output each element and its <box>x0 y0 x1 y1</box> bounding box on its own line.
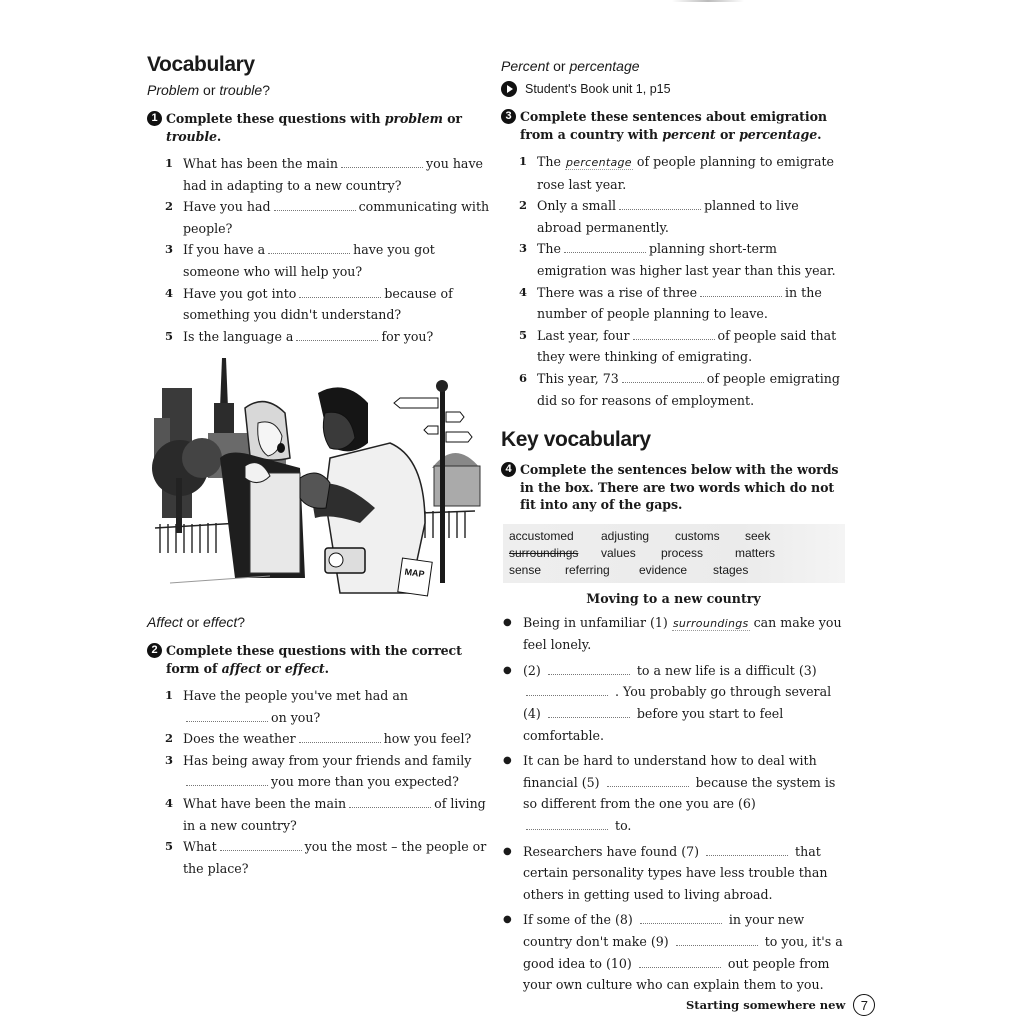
question-item <box>519 151 846 195</box>
question-number: 2 <box>165 731 174 746</box>
question-text-before: What <box>183 839 217 855</box>
bullet-icon: ● <box>503 845 512 857</box>
answer-gap-input[interactable] <box>607 785 689 787</box>
bullet-text-part: . You probably go through several (4) <box>523 684 832 721</box>
sub-word-a: Problem <box>147 82 200 98</box>
question-text-after: how you feel? <box>383 731 472 747</box>
passage-bullets <box>501 612 846 996</box>
question-text-before: Only a small <box>537 198 617 214</box>
bullet-text-part: to you, it's a good idea to (10) <box>523 933 843 971</box>
handwritten-answer[interactable]: percentage <box>565 156 632 169</box>
question-item <box>519 238 846 281</box>
word-box-word: matters <box>735 545 776 560</box>
word-box-word: process <box>661 545 704 560</box>
question-text <box>183 283 492 326</box>
word-box-word: seek <box>745 528 771 543</box>
answer-gap-input[interactable] <box>349 806 431 808</box>
sub-word-b: effect <box>203 614 238 630</box>
answer-gap-input[interactable] <box>268 252 350 254</box>
bullet-text-part: to. <box>611 817 632 833</box>
question-text <box>183 836 492 879</box>
sub-end: ? <box>262 82 270 98</box>
question-number: 3 <box>519 241 528 256</box>
question-item <box>165 196 492 239</box>
right-column <box>501 52 846 1000</box>
question-number: 6 <box>519 370 528 385</box>
question-text-before: What have been the main <box>183 795 347 811</box>
answer-gap-input[interactable] <box>220 849 302 851</box>
question-text <box>183 153 492 196</box>
word-box-word: evidence <box>639 562 688 577</box>
question-text-after: on you? <box>271 709 321 725</box>
question-item <box>165 239 492 282</box>
question-item <box>519 368 846 411</box>
question-text-after: planned to live abroad permanently. <box>537 198 799 235</box>
answer-gap-input[interactable] <box>639 966 721 968</box>
sub-joiner: or <box>182 614 204 630</box>
question-item <box>519 325 846 368</box>
answer-gap-input[interactable] <box>640 922 722 924</box>
question-text-after: because of something you didn't understand? <box>183 285 453 323</box>
answer-gap-input[interactable] <box>619 208 701 210</box>
illustration-tourist-asking-directions <box>150 348 488 608</box>
section-title-vocabulary: Vocabulary <box>147 53 255 76</box>
question-item <box>165 728 492 750</box>
question-text <box>183 750 492 793</box>
bullet-icon: ● <box>503 914 512 926</box>
illustration-image <box>150 348 488 608</box>
question-text-before: Have you had <box>183 199 271 215</box>
question-number: 5 <box>165 328 174 343</box>
passage-bullet-item <box>501 612 846 656</box>
exercise-2-questions <box>147 685 492 879</box>
answer-gap-input[interactable] <box>526 694 608 696</box>
question-number: 1 <box>519 154 528 168</box>
exercise-number-icon: 1 <box>147 111 162 126</box>
bullet-text <box>523 841 846 906</box>
question-text <box>183 728 492 750</box>
answer-gap-input[interactable] <box>186 720 268 722</box>
left-column <box>147 52 492 347</box>
question-text <box>183 196 492 239</box>
question-number: 5 <box>165 839 174 854</box>
bullet-text-part: If some of the (8) <box>523 912 637 928</box>
word-box-word: adjusting <box>601 528 650 543</box>
handwritten-answer[interactable]: surroundings <box>672 616 749 630</box>
question-item <box>165 836 492 879</box>
page-number: 7 <box>853 994 875 1016</box>
question-text-before: Have you got into <box>183 285 297 301</box>
bullet-text-part: It can be hard to understand how to deal with financial (5) <box>523 753 817 790</box>
bullet-text <box>523 660 846 746</box>
passage-bullet-item <box>501 750 846 836</box>
word-box-word: sense <box>509 562 542 577</box>
word-box-row <box>509 528 839 545</box>
question-text-after: you more than you expected? <box>271 774 459 790</box>
bullet-text-part: out people from your own culture who can explain them to you. <box>523 955 830 993</box>
question-text-after: for you? <box>381 328 434 344</box>
question-text-after: of people said that they were thinking of emigrating. <box>537 327 837 365</box>
word-box-word: values <box>601 545 636 560</box>
exercise-number-icon: 4 <box>501 462 516 477</box>
bullet-icon: ● <box>503 755 512 767</box>
exercise-1-instruction <box>147 110 492 145</box>
bullet-text-part: because the system is so different from the one you are (6) <box>523 774 836 812</box>
footer-unit-title: Starting somewhere new <box>686 998 846 1012</box>
question-text <box>537 151 846 195</box>
word-box <box>503 524 845 583</box>
question-text-after: of people emigrating did so for reasons of employment. <box>537 370 840 408</box>
question-text-before: This year, 73 <box>537 370 619 386</box>
question-item <box>519 195 846 238</box>
answer-gap-input[interactable] <box>548 716 630 718</box>
bullet-text-part: to a new life is a difficult (3) <box>632 662 817 678</box>
question-item <box>165 793 492 836</box>
question-text-after: have you got someone who will help you? <box>183 242 435 279</box>
word-box-word: accustomed <box>509 528 574 543</box>
question-number: 1 <box>165 156 174 170</box>
question-item <box>165 153 492 196</box>
exercise-4-instruction <box>501 461 846 514</box>
students-book-reference <box>501 80 846 98</box>
question-text-after: you have had in adapting to a new country? <box>183 156 484 193</box>
answer-gap-input[interactable] <box>700 295 782 297</box>
bullet-text-part: that certain personality types have less trouble than others in getting used to living abroad. <box>523 843 828 902</box>
answer-gap-input[interactable] <box>299 741 381 743</box>
instruction-text: Complete these sentences about emigration from a country with percent or percentage. <box>520 109 827 142</box>
bullet-icon: ● <box>503 616 512 628</box>
word-box-word: surroundings <box>509 545 579 560</box>
answer-gap-input[interactable] <box>274 209 356 211</box>
exercise-number-icon: 2 <box>147 643 162 658</box>
question-text <box>183 326 492 348</box>
question-text-before: If you have a <box>183 242 266 258</box>
question-number: 3 <box>165 752 174 767</box>
question-text-before: Have the people you've met had an <box>183 688 408 703</box>
passage-title: Moving to a new country <box>586 590 761 606</box>
question-text-before: There was a rise of three <box>537 284 698 300</box>
passage-bullet-item <box>501 841 846 906</box>
question-text-before: Does the weather <box>183 731 296 747</box>
bullet-text-part: in your new country don't make (9) <box>523 912 805 949</box>
question-text <box>183 685 492 728</box>
question-number: 2 <box>165 199 174 214</box>
bullet-text-part: (2) <box>523 662 545 678</box>
answer-gap-input[interactable] <box>296 339 378 341</box>
question-text-before: Last year, four <box>537 327 630 343</box>
exercise-1-questions <box>147 153 492 347</box>
exercise-number-icon: 3 <box>501 109 516 124</box>
subheading-problem-trouble <box>147 80 492 100</box>
question-text-before: Is the language a <box>183 328 294 344</box>
word-box-word: referring <box>565 562 610 577</box>
word-box-word: customs <box>675 528 720 543</box>
bullet-text-part: Being in unfamiliar (1) <box>523 614 672 630</box>
answer-gap-input[interactable] <box>706 854 788 856</box>
word-box-word: stages <box>713 562 749 577</box>
question-text-after: planning short-term emigration was higher last year than this year. <box>537 241 836 278</box>
bullet-text <box>523 750 846 836</box>
sub-word-b: percentage <box>569 58 640 74</box>
left-column-lower <box>147 610 492 879</box>
sub-joiner: or <box>199 82 220 98</box>
question-text-before: The <box>537 241 561 257</box>
word-box-row <box>509 562 839 579</box>
answer-gap-input[interactable] <box>622 381 704 383</box>
question-text-after: in the number of people planning to leave. <box>537 284 822 322</box>
question-number: 5 <box>519 327 528 342</box>
page-footer <box>686 994 875 1016</box>
bullet-text <box>523 612 846 656</box>
answer-gap-input[interactable] <box>186 784 268 786</box>
scan-edge-mark <box>672 0 744 2</box>
answer-gap-input[interactable] <box>526 828 608 830</box>
bullet-text-part: can make you feel lonely. <box>523 614 842 653</box>
question-number: 4 <box>519 284 528 299</box>
subheading-affect-effect <box>147 612 492 632</box>
question-number: 3 <box>165 242 174 257</box>
question-text <box>183 793 492 836</box>
answer-gap-input[interactable] <box>299 296 381 298</box>
instruction-text: Complete these questions with the correct form of affect or effect. <box>166 643 462 676</box>
section-title-key-vocabulary: Key vocabulary <box>501 428 651 452</box>
play-arrow-icon <box>501 81 517 97</box>
passage-bullet-item <box>501 909 846 995</box>
answer-gap-input[interactable] <box>633 338 715 340</box>
instruction-text: Complete the sentences below with the words in the box. There are two words which do not fit into any of the gaps. <box>520 462 839 513</box>
question-text <box>537 282 846 325</box>
question-item <box>165 750 492 793</box>
question-text <box>537 195 846 238</box>
question-text-before: The <box>537 154 561 169</box>
question-item <box>165 685 492 728</box>
answer-gap-input[interactable] <box>676 944 758 946</box>
answer-gap-input[interactable] <box>548 673 630 675</box>
word-box-row <box>509 545 839 562</box>
question-text-before: Has being away from your friends and family <box>183 752 472 768</box>
bullet-text <box>523 909 846 995</box>
answer-gap-input[interactable] <box>564 251 646 253</box>
question-number: 1 <box>165 688 174 702</box>
question-text-after: of people planning to emigrate rose last year. <box>537 154 834 192</box>
reference-text: Student's Book unit 1, p15 <box>525 82 671 96</box>
question-text-after: you the most – the people or the place? <box>183 839 487 876</box>
question-item <box>165 326 492 348</box>
sub-word-b: trouble <box>219 82 263 98</box>
question-number: 4 <box>165 285 174 300</box>
question-text-after: of living in a new country? <box>183 795 486 833</box>
subheading-percent-percentage <box>501 56 846 76</box>
instruction-text: Complete these questions with problem or trouble. <box>166 111 462 144</box>
exercise-3-instruction <box>501 108 846 143</box>
question-text <box>537 368 846 411</box>
question-text-after: communicating with people? <box>183 199 490 236</box>
question-item <box>519 282 846 325</box>
question-text <box>537 325 846 368</box>
question-text <box>537 238 846 281</box>
sub-word-a: Percent <box>501 58 550 74</box>
sub-joiner: or <box>549 58 570 74</box>
question-number: 4 <box>165 795 174 810</box>
question-text <box>183 239 492 282</box>
passage-bullet-item <box>501 660 846 746</box>
bullet-text-part: before you start to feel comfortable. <box>523 706 784 743</box>
sub-end: ? <box>237 614 246 630</box>
bullet-icon: ● <box>503 664 512 676</box>
exercise-2-instruction <box>147 642 492 677</box>
question-number: 2 <box>519 198 528 213</box>
exercise-3-sentences <box>501 151 846 411</box>
svg-text:MAP: MAP <box>403 566 426 580</box>
sub-word-a: Affect <box>147 614 183 630</box>
bullet-text-part: Researchers have found (7) <box>523 843 704 859</box>
question-text-before: What has been the main <box>183 156 339 171</box>
question-item <box>165 283 492 326</box>
answer-gap-input[interactable] <box>341 166 423 168</box>
